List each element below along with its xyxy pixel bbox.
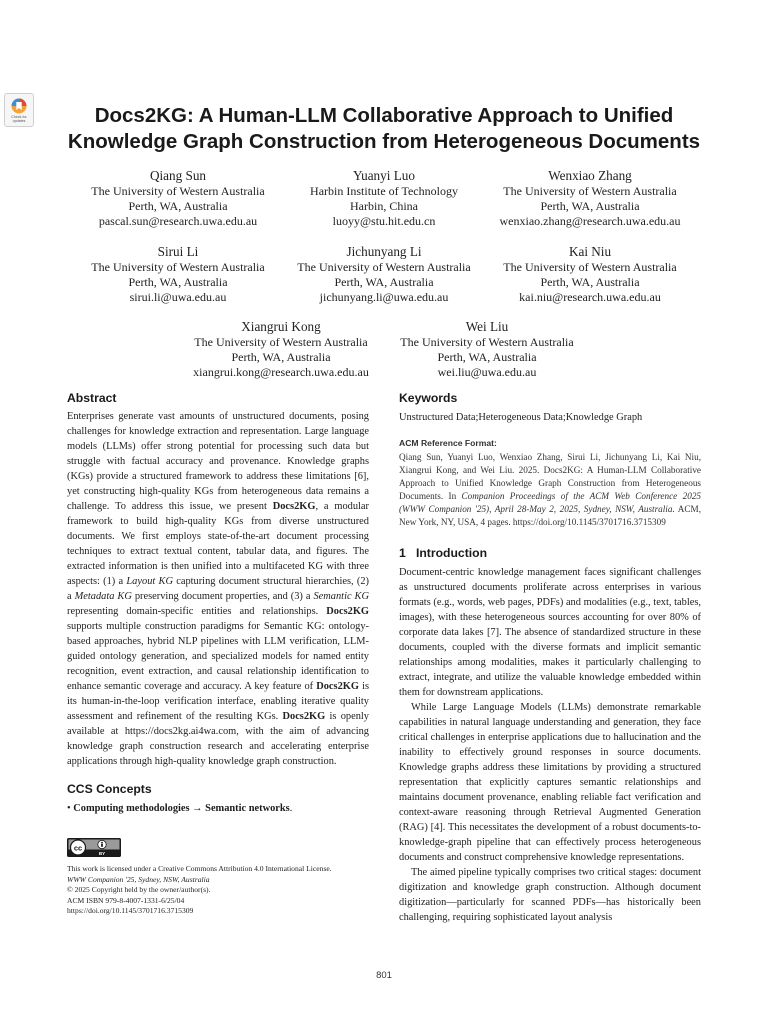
author-affiliation: The University of Western Australia — [91, 184, 265, 198]
license-doi[interactable]: https://doi.org/10.1145/3701716.3715309 — [67, 906, 194, 915]
abstract-heading: Abstract — [67, 391, 117, 405]
paper-title: Docs2KG: A Human-LLM Collaborative Approach to Unified Knowledge Graph Construction from Heterogeneous Documents — [67, 104, 701, 153]
cc-by-license-icon[interactable] — [67, 838, 121, 857]
author-location: Perth, WA, Australia — [231, 350, 331, 364]
section-title: Introduction — [415, 546, 488, 560]
author-block — [68, 167, 288, 229]
author-block — [274, 167, 494, 229]
author-email[interactable]: luoyy@stu.hit.edu.cn — [332, 214, 436, 228]
left-column — [67, 390, 369, 917]
license-copyright: © 2025 Copyright held by the owner/author(s). — [67, 885, 211, 894]
author-affiliation: The University of Western Australia — [503, 184, 677, 198]
updates-badge-text: Check for updates — [11, 115, 27, 123]
ccs-concept-item: • Computing methodologies → Semantic networks. — [67, 803, 293, 814]
author-email[interactable]: sirui.li@uwa.edu.au — [129, 290, 227, 304]
author-location: Perth, WA, Australia — [334, 275, 434, 289]
author-block — [171, 318, 391, 380]
author-affiliation: The University of Western Australia — [194, 335, 368, 349]
author-affiliation: The University of Western Australia — [503, 260, 677, 274]
intro-paragraph: While Large Language Models (LLMs) demonstrate remarkable capabilities in natural language understanding and generation, they face critical challenges in enterprise applications due to hallucination and the inability to effectively ground responses in source documents. Knowledge graphs address these limitations by providing a structured representation that explicitly captures semantic relationships and maintains document provenance, enabling reliable fact verification and context-aware reasoning through Retrieval Augmented Generation (RAG) [4]. This necessitates the development of a robust documents-to-knowledge-graph pipeline that can effectively process heterogeneous documents and construct comprehensive knowledge representations. — [399, 702, 701, 863]
section-number: 1 — [399, 546, 406, 560]
author-name: Kai Niu — [568, 244, 612, 259]
author-email[interactable]: pascal.sun@research.uwa.edu.au — [98, 214, 258, 228]
author-name: Jichunyang Li — [346, 244, 422, 259]
license-isbn: ACM ISBN 979-8-4007-1331-6/25/04 — [67, 895, 185, 905]
author-name: Yuanyi Luo — [353, 168, 415, 183]
keywords-heading: Keywords — [399, 391, 458, 405]
keywords-text: Unstructured Data;Heterogeneous Data;Knowledge Graph — [399, 412, 643, 423]
author-block — [480, 243, 700, 305]
author-email[interactable]: wenxiao.zhang@research.uwa.edu.au — [499, 214, 681, 228]
author-block — [377, 318, 597, 380]
author-affiliation: The University of Western Australia — [91, 260, 265, 274]
author-name: Sirui Li — [157, 244, 199, 259]
license-venue: WWW Companion '25, Sydney, NSW, Australia — [67, 874, 210, 884]
acm-reference-text: Qiang Sun, Yuanyi Luo, Wenxiao Zhang, Sirui Li, Jichunyang Li, Kai Niu, Xiangrui Kong, and Wei Liu. 2025. Docs2KG: A Human-LLM Collaborative Approach to Unified Knowledge Graph Construction from Heterogeneous Documents. In Companion Proceedings of the ACM Web Conference 2025 (WWW Companion '25), April 28-May 2, 2025, Sydney, NSW, Australia. ACM, New York, NY, USA, 4 pages. https://doi.org/10.1145/3701716.3715309 — [399, 452, 702, 527]
author-affiliation: The University of Western Australia — [400, 335, 574, 349]
author-location: Harbin, China — [350, 199, 418, 213]
author-location: Perth, WA, Australia — [540, 275, 640, 289]
acm-reference-block — [399, 437, 701, 529]
author-location: Perth, WA, Australia — [128, 199, 228, 213]
check-for-updates-badge[interactable] — [4, 93, 34, 127]
author-affiliation: Harbin Institute of Technology — [310, 184, 458, 198]
author-name: Wenxiao Zhang — [548, 168, 632, 183]
ccs-concepts-heading: CCS Concepts — [67, 782, 152, 796]
author-email[interactable]: jichunyang.li@uwa.edu.au — [319, 290, 449, 304]
intro-paragraph: The aimed pipeline typically comprises two critical stages: document digitization and knowledge graph construction. Although document digitization—particularly for scanned PDFs—has historically been challenging, requiring sophisticated layout analysis — [399, 867, 701, 923]
author-block — [68, 243, 288, 305]
author-affiliation: The University of Western Australia — [297, 260, 471, 274]
right-column — [399, 390, 701, 925]
page-number: 801 — [376, 970, 392, 981]
license-block — [67, 838, 369, 917]
author-block — [274, 243, 494, 305]
author-location: Perth, WA, Australia — [437, 350, 537, 364]
svg-text:BY: BY — [98, 851, 106, 857]
author-location: Perth, WA, Australia — [540, 199, 640, 213]
author-name: Qiang Sun — [149, 168, 207, 183]
acm-reference-heading: ACM Reference Format: — [399, 438, 497, 448]
author-name: Wei Liu — [465, 319, 509, 334]
author-email[interactable]: wei.liu@uwa.edu.au — [437, 365, 537, 379]
updates-bookmark-icon — [10, 97, 28, 115]
author-email[interactable]: kai.niu@research.uwa.edu.au — [519, 290, 661, 304]
author-block — [480, 167, 700, 229]
license-statement: This work is licensed under a Creative Commons Attribution 4.0 International License. — [67, 864, 332, 873]
author-location: Perth, WA, Australia — [128, 275, 228, 289]
introduction-heading — [399, 545, 701, 561]
author-name: Xiangrui Kong — [241, 319, 321, 334]
svg-text:cc: cc — [73, 843, 83, 853]
author-email[interactable]: xiangrui.kong@research.uwa.edu.au — [193, 365, 369, 379]
intro-paragraph: Document-centric knowledge management faces significant challenges as unstructured documents proliferate across enterprises in various formats (e.g., words, web pages, PDFs) and modalities (e.g., text, tables, images), with these heterogeneous sources accounting for over 80% of corporate data lakes [7]. The absence of standardized structure in these documents, coupled with the diverse formats and implicit semantic relationships among modalities, makes it particularly challenging to extract, integrate, and utilize the valuable knowledge embedded within them for downstream applications. — [399, 567, 701, 698]
abstract-text: Enterprises generate vast amounts of unstructured documents, posing challenges for knowledge extraction and representation. Large language models (LLMs) offer strong potential for processing such data but struggle with factual accuracy and provenance. Knowledge graphs (KGs) provide a structured framework to address these limitations [6], yet constructing high-quality KGs from heterogeneous data remains a challenge. To address this issue, we present Docs2KG, a modular framework to build high-quality KGs from diverse unstructured documents. We first employs state-of-the-art document processing techniques to extract textual content, tabular data, and figures. The extracted information is then unified into a multifaceted KG with three aspects: (1) a Layout KG capturing document structural hierarchies, (2) a Metadata KG preserving document properties, and (3) a Semantic KG representing domain-specific entities and relationships. Docs2KG supports multiple construction paradigms for Semantic KG: ontology-based approaches, hybrid NLP pipelines with LLM verification, LLM-guided ontology generation, and specialized models for named entity recognition, event extraction, and causal relationship identification to enhance semantic coverage and accuracy. A key feature of Docs2KG is its human-in-the-loop verification interface, enabling iterative quality assessment and refinement of the resulting KGs. Docs2KG is openly available at https://docs2kg.ai4wa.com, with the aim of advancing knowledge graph construction research and accelerating enterprise applications through high-quality knowledge graph construction. — [67, 411, 370, 767]
